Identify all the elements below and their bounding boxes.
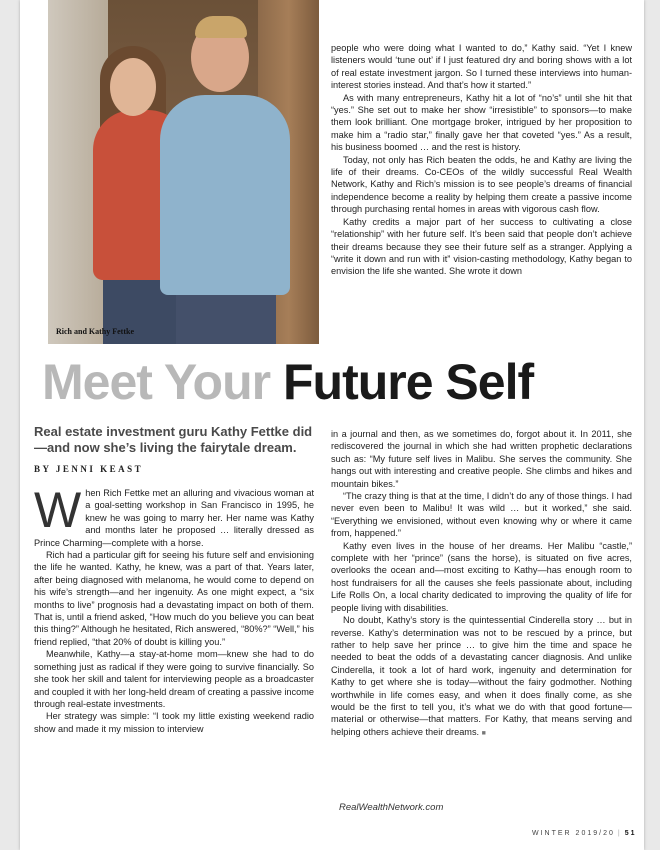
website-link[interactable]: RealWealthNetwork.com (339, 802, 444, 813)
paragraph: “The crazy thing is that at the time, I didn’t do any of those things. I had never even been to Malibu! It was wild … but it worked,” she said. “Everything we envisioned, without even knowing why or where it came from, happened.” (331, 491, 632, 539)
paragraph: Rich had a particular gift for seeing his future self and envisioning the life he wanted. Kathy, he knew, was a part of that. Years later, after being diagnosed with melanoma, he would come to depend on his wife’s strength—and her ingenuity. As one might expect, a “six months to live” prognosis had a devastating impact on both of them. That is, until a friend asked, “How much do you believe you can beat this thing?” Although he hesitated, Rich answered, “80%?” “Well,” his friend replied, “that 20% of doubt is killing you.” (34, 550, 314, 647)
feature-photo (48, 0, 319, 344)
paragraph: Today, not only has Rich beaten the odds, he and Kathy are living the life of their dreams. Co-CEOs of the wildly successful Real Wealth Network, Kathy and Rich’s mission is to see people’s dreams of financial independence become a reality by helping them create a passive income through purchasing rental homes in areas with vigorous cash flow. (331, 154, 632, 215)
paragraph: people who were doing what I wanted to do,” Kathy said. “Yet I knew listeners would ‘tune out’ if I just featured dry and boring shows with a lot of real estate investment jargon. So I turned these interviews into human-interest stories instead. And that’s how it started.” (331, 43, 632, 91)
paragraph: As with many entrepreneurs, Kathy hit a lot of “no’s” until she hit that “yes.” She set out to make her show “irresistible” to sponsors—to make them look brilliant. One mortgage broker, intrigued by her proposition to make him a “radio star,” finally gave her that coveted “yes.” As a result, his business boomed … and the rest is history. (331, 92, 632, 153)
paragraph: Kathy even lives in the house of her dreams. Her Malibu “castle,” complete with her “prince” (sans the horse), is situated on five acres, overlooks the ocean and—most exciting to Kathy—has enough room to host fundraisers for all the causes she feels passionate about, including Life Rolls On, a local charity dedicated to improving the quality of life for people living with disabilities. (331, 540, 632, 613)
paragraph: Her strategy was simple: “I took my little existing weekend radio show and made it my mission to interview (34, 711, 314, 734)
paragraph: Kathy credits a major part of her success to cultivating a close “relationship” with her future self. It’s been said that people don’t achieve their dreams because they see their future self as a stranger. Applying a “write it down and run with it” vision-casting methodology, Kathy began to envision the life she wanted. She wrote it down (331, 216, 632, 277)
title-part-1: Meet Your (42, 354, 271, 410)
paragraph: Meanwhile, Kathy—a stay-at-home mom—knew she had to do something just as radical if they were going to survive financially. So she took her skill and talent for interviewing people as a broadcaster and coupled it with her long-held dream of creating a passive income through real-estate investments. (34, 649, 314, 709)
byline: BY JENNI KEAST (34, 464, 144, 474)
magazine-page (20, 0, 644, 850)
article-title (42, 354, 642, 410)
photo-caption: Rich and Kathy Fettke (56, 327, 134, 336)
paragraph: No doubt, Kathy’s story is the quintessential Cinderella story … but in reverse. Kathy’s determination was not to be rescued by a prince, but rather to help save her prince … to give him the time and space he needed to beat the odds of a devastating cancer diagnosis. And unlike Cinderella, it took a lot of hard work, ingenuity and determination for Kathy to get where she is today—without the fairy godmother. Nothing worthwhile in life comes easy, and when it does finally come, as she would be the first to tell you, it’s what we do with that good fortune—material or otherwise—that matters. For Kathy, that means serving and helping others achieve their dreams. ■ (331, 615, 632, 737)
paragraph: in a journal and then, as we sometimes do, forgot about it. In 2011, she rediscovered the journal in which she had written prophetic declarations such as: “My future self lives in Malibu. She serves the community. She hangs out with interesting and creative people. She climbs and hikes and mountain bikes.” (331, 429, 632, 489)
page-folio (532, 830, 636, 837)
issue-label: WINTER 2019/20 (532, 830, 615, 837)
drop-cap: W (34, 482, 82, 538)
page-number: 51 (624, 830, 637, 837)
paragraph: When Rich Fettke met an alluring and vivacious woman at a goal-setting workshop in San Francisco in 1995, he knew he was going to marry her. Her name was Kathy and months later he proposed … literally dressed as Prince Charming—complete with a horse. (34, 482, 314, 548)
left-column (34, 424, 314, 735)
top-right-column (331, 42, 632, 278)
folio-separator: | (617, 830, 622, 837)
end-mark-icon: ■ (481, 729, 486, 737)
bottom-right-column (331, 428, 632, 740)
left-column-body (34, 482, 314, 735)
title-part-2: Future Self (283, 354, 534, 410)
article-dek: Real estate investment guru Kathy Fettke did—and now she’s living the fairytale dream. (34, 424, 313, 455)
